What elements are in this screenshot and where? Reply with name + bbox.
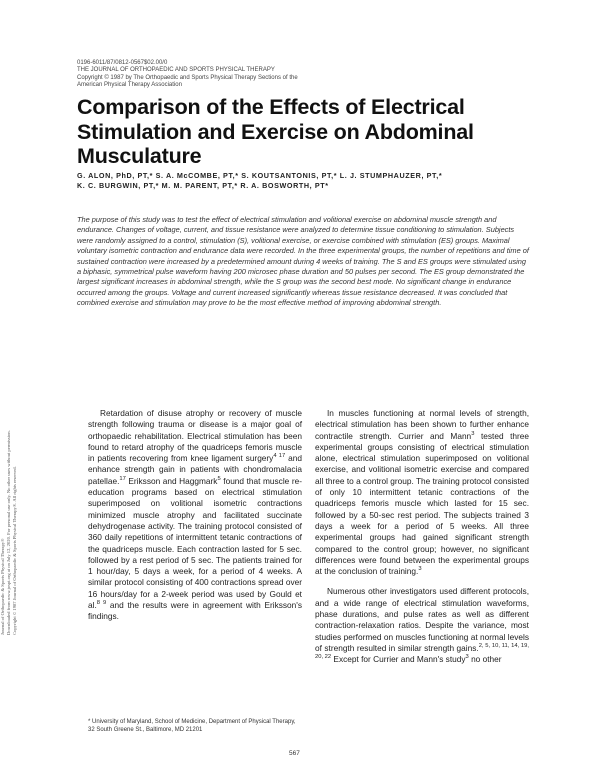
abstract: The purpose of this study was to test the effect of electrical stimulation and volitional exercise on abdominal muscle strength and endurance. Changes of voltage, current, and tissue resistance were analyzed to determine tissue conditioning to stimulation. Subjects were randomly assigned to a control, stimulation (S), volitional exercise, or exercise combined with stimulation (ES) groups. Maximal voluntary isometric contraction and endurance data were recorded. In the three experimental groups, the number of repetitions and time of sustained contraction were increased by a predetermined amount during 4 weeks of training. The S and ES groups were stimulated using a biphasic, symmetrical pulse waveform having 200 microsec phase duration and 50 pulses per second. The ES group demonstrated the largest significant increases in abdominal strength, while the S group was the second best mode. No significant change in endurance occurred among the groups. Voltage and current increased significantly whereas tissue resistance decreased. It was concluded that combined exercise and stimulation may prove to be the most effective method of improving abdominal strength. [77,215,529,308]
author-list [77,171,547,191]
text-run: and enhance strength gain in patients with chondromalacia patellae. [88,453,302,486]
citation: 3 [418,566,422,573]
journal-header [77,60,537,89]
text-run: found that muscle re-education programs based on electrical stimulation superimposed on volitional isometric contractions minimized muscle atrophy and facilitated succinate dehydrogenase activity. The training protocol consisted of 360 daily repetitions of intermittent tetanic contractions of the quadriceps muscle. Each contraction lasted for 5 sec. followed by a rest period of 5 sec. The patients trained for 1 hour/day, 5 days a week, for a period of 4 weeks. A similar protocol consisting of 400 contractions spread over 16 hours/day for a 2-week period was used by Gould et al. [88,475,302,611]
affiliation-footnote: * University of Maryland, School of Medicine, Department of Physical Therapy, 32 South Greene St., Baltimore, MD 21201 [88,719,296,733]
citation: 8 9 [96,600,107,607]
page-number: 567 [289,750,300,757]
body-column-right [315,408,529,666]
side-copyright-note [0,425,36,635]
citation: 2, 5, 10, 11, 14, 19, 20, 22 [315,643,529,661]
body-column-left [88,408,302,623]
citation: 4 17 [273,453,286,460]
text-run: In muscles functioning at normal levels of strength, electrical stimulation has been shown to further enhance contractile strength. Currier and Mann [315,408,529,441]
paragraph [88,408,302,623]
text-run: and the results were in agreement with Eriksson's findings. [88,600,302,622]
author-line: K. C. BURGWIN, PT,* M. M. PARENT, PT,* R. A. BOSWORTH, PT* [77,181,329,190]
paragraph [315,408,529,577]
text-run: Retardation of disuse atrophy or recovery of muscle strength following trauma or disease is a major goal of orthopaedic rehabilitation. Electrical stimulation has been found to retard atrophy of the quadriceps femoris muscle in patients recovering from knee ligament surgery [88,408,302,464]
text-run: Eriksson and Haggmark [125,475,218,486]
text-run: Except for Currier and Mann's study [331,654,466,665]
citation: 3 [471,430,475,437]
text-run: Numerous other investigators used different protocols, and a wide range of electrical stimulation waveforms, phase durations, and pulse rates as well as different contraction-relaxation ratios. Despite the variance, most studies performed on muscles functioning at normal levels of strength resulted in similar strength gains. [315,586,529,653]
author-line: G. ALON, PhD, PT,* S. A. McCOMBE, PT,* S. KOUTSANTONIS, PT,* L. J. STUMPHAUZER, PT,* [77,171,443,180]
citation: 5 [217,476,221,483]
header-line: American Physical Therapy Association [77,81,182,88]
article-title: Comparison of the Effects of Electrical Stimulation and Exercise on Abdominal Musculature [77,95,474,168]
paragraph [315,586,529,665]
text-run: no other [468,654,502,665]
citation: 3 [465,654,469,661]
header-line: Copyright © 1987 by The Orthopaedic and Sports Physical Therapy Sections of the [77,74,298,81]
citation: 17 [119,476,126,483]
header-line: THE JOURNAL OF ORTHOPAEDIC AND SPORTS PHYSICAL THERAPY [77,67,275,74]
side-note-line: Downloaded from www.jospt.org at on July 12, 2020. For personal use only. No other uses without permission. [6,430,11,635]
side-note-line: Journal of Orthopaedic & Sports Physical Therapy® [0,538,5,635]
text-run: tested three experimental groups consisting of electrical stimulation alone, electrical stimulation superimposed on volitional exercise, and volitional isometric exercise and compared all three to a control group. The training protocol consisted of only 10 intermittent tetanic contractions of the quadriceps femoris muscle which lasted for 15 sec. followed by a 50-sec rest period. The subjects trained 3 days a week for a period of 5 weeks. All three experimental groups had gained significant strength compared to the control group; however, no significant differences were found between the experimental groups at the conclusion of training. [315,430,529,577]
header-line: 0196-6011/87/0812-0567$02.00/0 [77,60,168,66]
side-note-line: Copyright © 1987 Journal of Orthopaedic & Sports Physical Therapy®. All rights reserved. [12,466,17,635]
